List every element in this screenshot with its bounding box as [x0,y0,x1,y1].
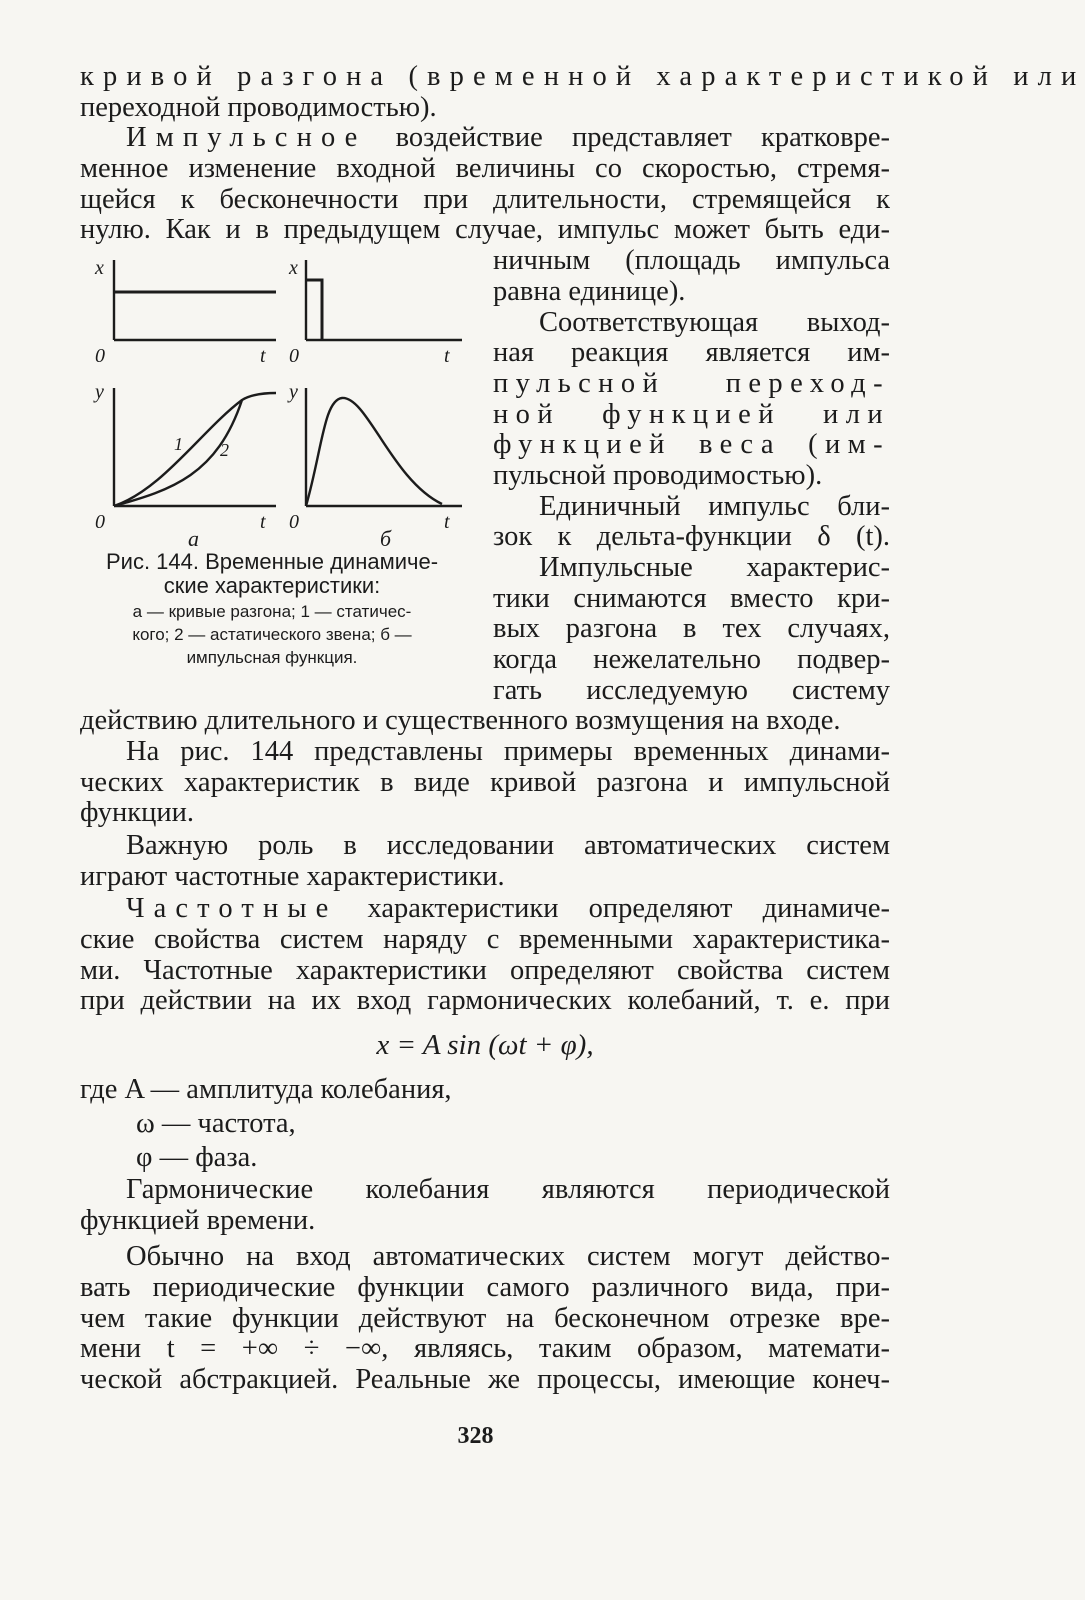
text-line: ничным (площадь импульса [493,245,890,277]
text-line: Обычно на вход автоматических систем могут действо- [126,1241,890,1273]
formula-legend [80,1073,890,1175]
axis-label-t: t [444,345,450,368]
page-number: 328 [457,1423,494,1449]
page-body [80,61,1085,1396]
text-line: мени t = +∞ ÷ −∞, являясь, таким образом, математи- [80,1333,890,1365]
paragraph-3 [80,737,890,829]
paragraph-2 [80,123,890,246]
text-line: ские свойства систем наряду с временными характеристика- [80,923,890,955]
text-line: пульсной переход- [493,367,890,399]
text-line: переходной проводимостью). [80,91,437,123]
text-line: ми. Частотные характеристики определяют свойства систем [80,954,890,986]
text-line: щейся к бесконечности при длительности, стремящейся к [80,183,890,215]
text-line: чем такие функции действуют на бесконечном отрезке вре- [80,1302,890,1334]
text-line: вать периодические функции самого различного вида, при- [80,1272,890,1304]
axis-label-t: t [260,345,266,368]
caption-sub-line: кого; 2 — астатического звена; б — [132,625,412,645]
text-line [80,123,890,154]
caption-main-line: Рис. 144. Временные динамиче- [105,549,439,575]
text-line: Импульсные характерис- [539,552,890,583]
figure-144 [92,250,472,550]
figure-caption [80,550,464,667]
panel-label-a: а [188,526,199,552]
text-line: тики снимаются вместо кри- [493,582,890,614]
text-fragment: воздействие представляет кратковре- [366,122,890,154]
spaced-term: Частотные [126,893,338,925]
text-line: при действии на их вход гармонических колебаний, т. е. при [80,985,890,1017]
formula: x = A sin (ωt + φ), [376,1029,594,1061]
text-line: ческой абстракцией. Реальные же процессы, имеющие конеч- [80,1364,890,1396]
text-line: гать исследуемую систему [493,674,890,706]
caption-sub-line: импульсная функция. [186,648,358,668]
paragraph-6 [80,1175,890,1236]
axis-label-x: x [95,257,104,280]
text-line: ческих характеристик в виде кривой разгона и импульсной [80,766,890,798]
text-line: равна единице). [493,275,686,307]
text-line: Единичный импульс бли- [539,490,890,522]
text-line: ной функцией или [493,398,890,430]
figure-wrap [80,246,890,706]
origin-label: 0 [95,345,105,368]
panel-label-b: б [380,526,392,552]
origin-label: 0 [289,511,299,534]
wrapped-text-column [493,246,890,706]
paragraph-4 [80,831,890,892]
axis-label-t: t [444,511,450,534]
caption-sub-line: а — кривые разгона; 1 — статичес- [132,602,412,622]
spaced-term: Импульсное [126,122,367,154]
curve-2-label: 2 [220,440,229,461]
text-line [80,894,890,925]
legend-line: ω — частота, [136,1108,296,1139]
text-line: менное изменение входной величины со скоростью, стремя- [80,153,890,185]
text-line: функцией времени. [80,1204,316,1236]
text-fragment: характеристики определяют динамиче- [337,893,890,925]
axis-label-x: x [289,257,298,280]
text-line: зок к дельта-функции δ (t). [493,521,890,553]
curve-1-label: 1 [174,434,183,455]
axis-label-y: y [95,381,104,404]
paragraph-7 [80,1242,890,1395]
caption-main-line: ские характеристики: [163,573,381,599]
legend-line: φ — фаза. [136,1142,258,1173]
impulse-response-curve [306,398,442,506]
axis-label-t: t [260,511,266,534]
text-line: нулю. Как и в предыдущем случае, импульс может быть еди- [80,214,890,246]
text-line: На рис. 144 представлены примеры временных динами- [126,735,890,767]
origin-label: 0 [289,345,299,368]
paragraph-1 [80,61,1085,123]
text-line: пульсной проводимостью). [493,459,823,491]
text-line: играют частотные характеристики. [80,860,505,892]
text-line: Соответствующая выход- [539,306,890,338]
text-line [80,61,1085,93]
legend-line: где A — амплитуда колебания, [80,1074,452,1105]
origin-label: 0 [95,511,105,534]
paragraph-5 [80,894,890,1017]
text-line: вых разгона в тех случаях, [493,613,890,645]
text-line: функции. [80,797,194,829]
impulse-input-curve [306,280,322,340]
text-line: Гармонические колебания являются периодической [126,1174,890,1205]
axis-label-y: y [289,381,298,404]
curve-1 [114,393,276,506]
text-line: ная реакция является им- [493,337,890,369]
text-line: когда нежелательно подвер- [493,644,890,676]
text-line: действию длительного и существенного возмущения на входе. [80,705,841,737]
spaced-term-line: кривой разгона (временной характеристикой или [80,61,1085,92]
text-line: Важную роль в исследовании автоматических систем [126,829,890,861]
text-line: функцией веса (им- [493,429,890,461]
